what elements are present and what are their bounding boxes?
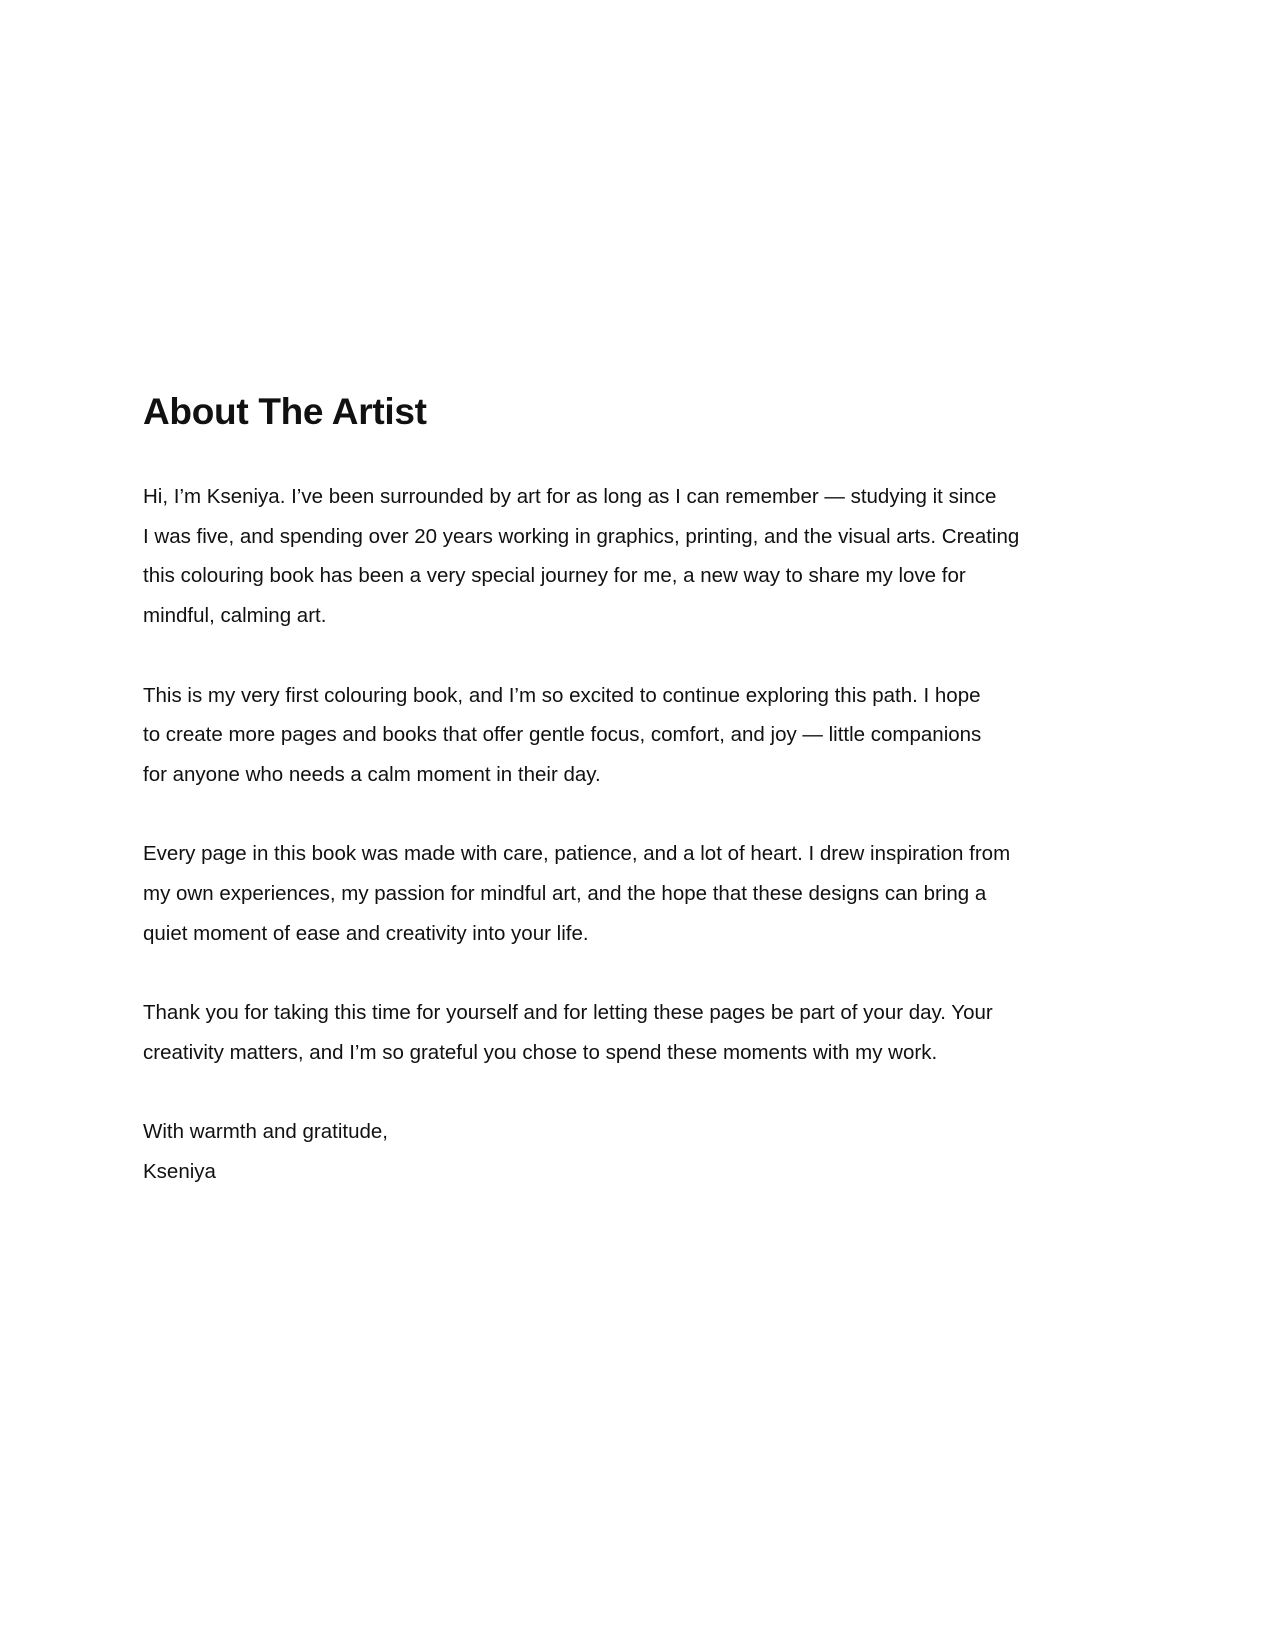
text-line: mindful, calming art. bbox=[143, 604, 327, 628]
signature-block bbox=[143, 1112, 1143, 1191]
signature-name: Kseniya bbox=[143, 1159, 216, 1183]
text-line: for anyone who needs a calm moment in their day. bbox=[143, 762, 601, 786]
page-title: About The Artist bbox=[143, 391, 427, 432]
text-line: creativity matters, and I’m so grateful you chose to spend these moments with my work. bbox=[143, 1040, 938, 1064]
document-page bbox=[143, 390, 1143, 1231]
closing-line: With warmth and gratitude, bbox=[143, 1120, 388, 1144]
text-line: Every page in this book was made with care, patience, and a lot of heart. I drew inspiration from bbox=[143, 842, 1011, 866]
text-line: to create more pages and books that offer gentle focus, comfort, and joy — little companions bbox=[143, 723, 982, 747]
text-line: quiet moment of ease and creativity into your life. bbox=[143, 921, 589, 945]
text-line: Thank you for taking this time for yourself and for letting these pages be part of your day. Your bbox=[143, 1001, 993, 1025]
document-body bbox=[143, 477, 1143, 1192]
paragraph-every-page bbox=[143, 834, 1143, 953]
text-line: this colouring book has been a very special journey for me, a new way to share my love for bbox=[143, 564, 966, 588]
paragraph-first-book bbox=[143, 676, 1143, 795]
paragraph-thank-you bbox=[143, 993, 1143, 1072]
paragraph-intro bbox=[143, 477, 1143, 636]
text-line: I was five, and spending over 20 years working in graphics, printing, and the visual arts. Creating bbox=[143, 524, 1020, 548]
text-line: my own experiences, my passion for mindful art, and the hope that these designs can bring a bbox=[143, 882, 987, 905]
text-line: Hi, I’m Kseniya. I’ve been surrounded by art for as long as I can remember — studying it since bbox=[143, 485, 997, 508]
text-line: This is my very first colouring book, and I’m so excited to continue exploring this path. I hope bbox=[143, 683, 981, 707]
